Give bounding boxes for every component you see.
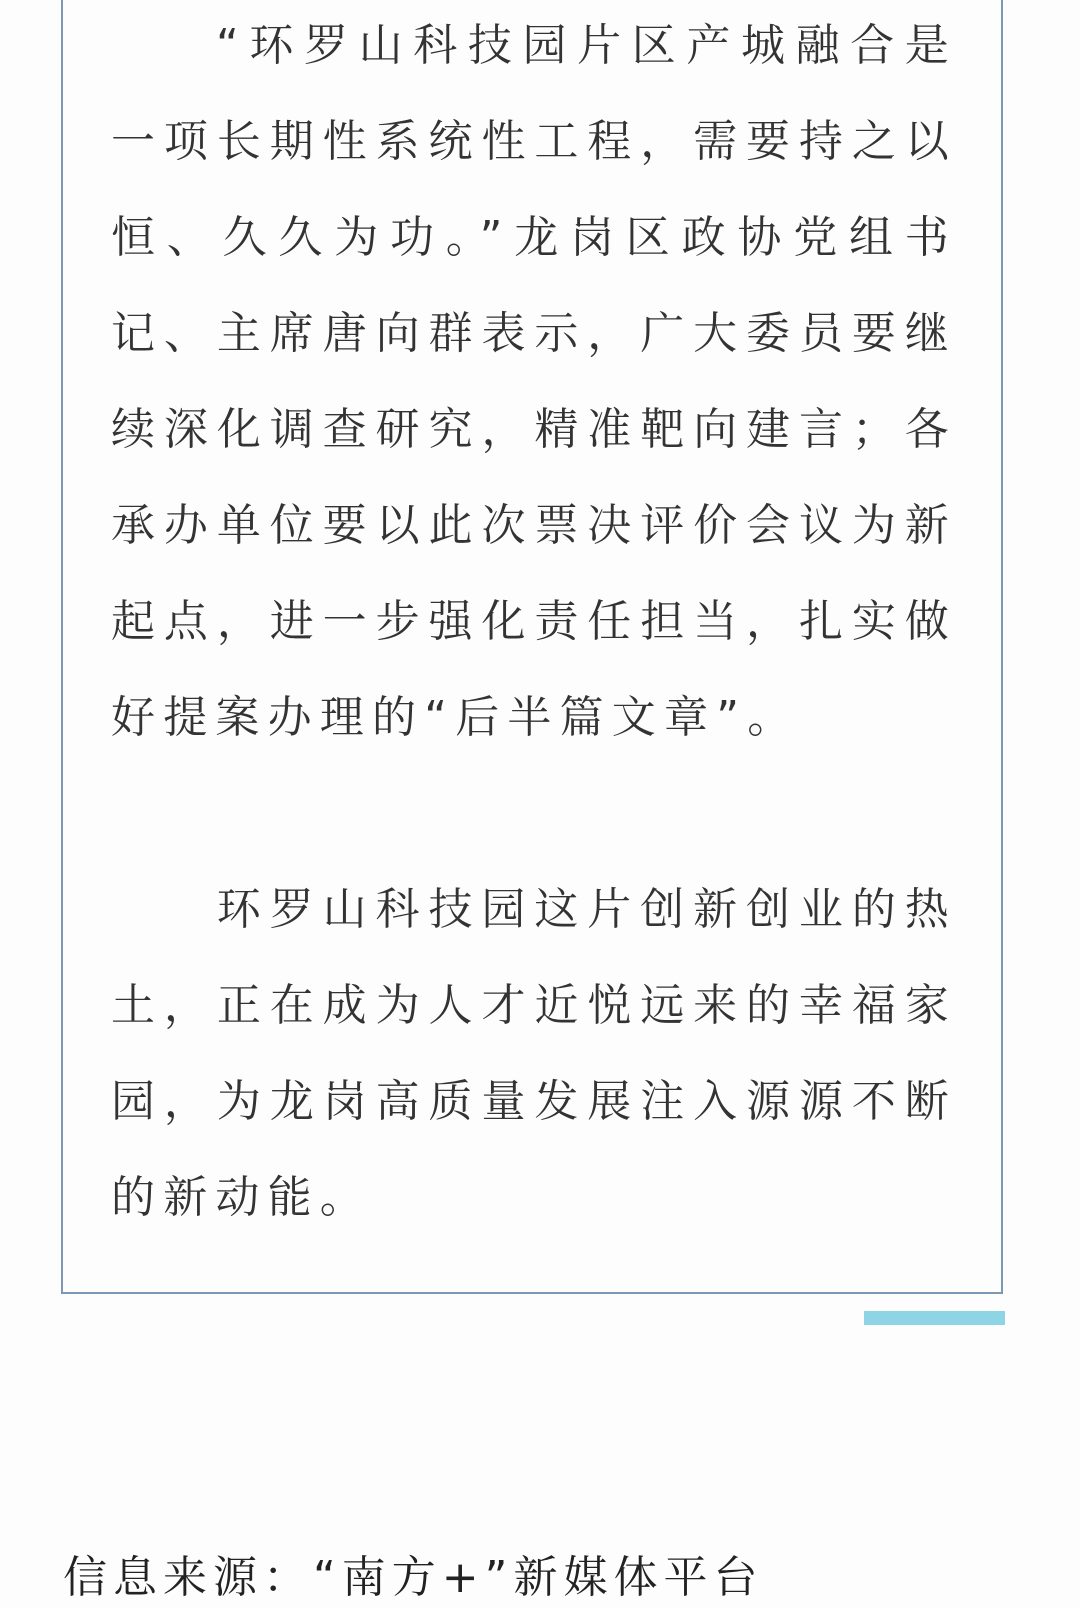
paragraph-indent: [111, 59, 216, 60]
article-paragraph-1: [111, 0, 957, 766]
decorative-accent-bar: [864, 1311, 1005, 1325]
article-paragraph-2: [111, 862, 957, 1246]
paragraph-2-text: 环罗山科技园这片创新创业的热土，正在成为人才近悦远来的幸福家园，为龙岗高质量发展注入源源不断的新动能。: [111, 884, 957, 1223]
article-quote-box: [61, 0, 1003, 1294]
paragraph-1-text: “环罗山科技园片区产城融合是一项长期性系统性工程，需要持之以恒、久久为功。”龙岗区政协党组书记、主席唐向群表示，广大委员要继续深化调查研究，精准靶向建言；各承办单位要以此次票决评价会议为新起点，进一步强化责任担当，扎实做好提案办理的“后半篇文章”。: [111, 20, 957, 743]
source-attribution: 信息来源：“南方+”新媒体平台: [63, 1552, 764, 1603]
paragraph-indent: [111, 923, 216, 924]
